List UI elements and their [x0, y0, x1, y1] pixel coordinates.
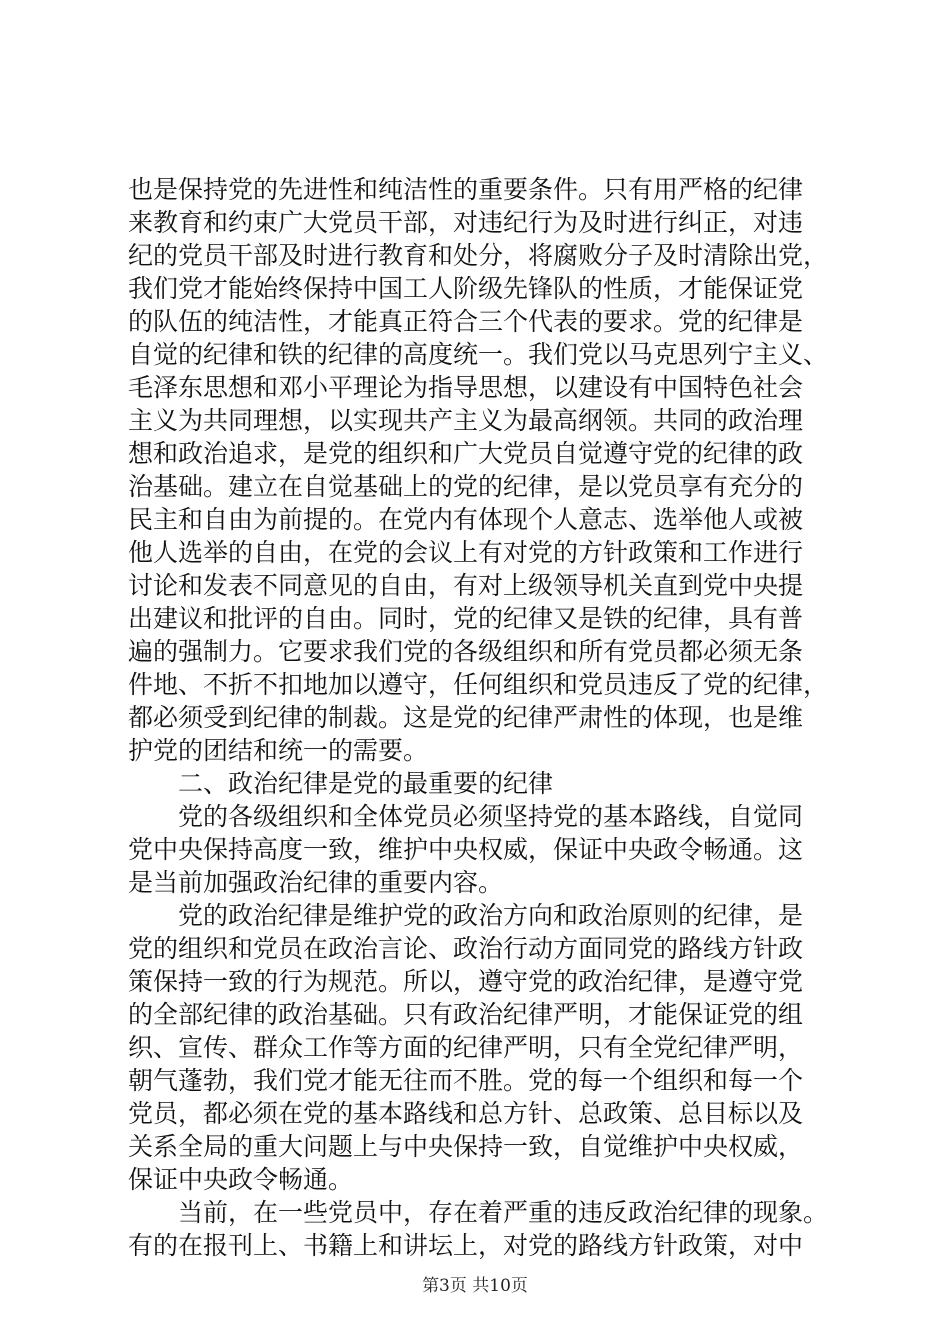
- body-text: [128, 173, 858, 1262]
- text-line: 讨论和发表不同意见的自由，有对上级领导机关直到党中央提: [128, 571, 804, 600]
- text-line: 朝气蓬勃，我们党才能无往而不胜。党的每一个组织和每一个: [128, 1066, 804, 1095]
- text-line: 遍的强制力。它要求我们党的各级组织和所有党员都必须无条: [128, 637, 804, 666]
- text-line: 民主和自由为前提的。在党内有体现个人意志、选举他人或被: [128, 505, 804, 534]
- page-number-label: 第3页 共10页: [422, 1276, 528, 1296]
- text-line: 都必须受到纪律的制裁。这是党的纪律严肃性的体现，也是维: [128, 703, 804, 732]
- text-line: 出建议和批评的自由。同时，党的纪律又是铁的纪律，具有普: [128, 604, 804, 633]
- section-heading: 二、政治纪律是党的最重要的纪律: [178, 769, 554, 798]
- page-footer: [0, 1275, 950, 1297]
- text-line: 的全部纪律的政治基础。只有政治纪律严明，才能保证党的组: [128, 1000, 804, 1029]
- text-line: 有的在报刊上、书籍上和讲坛上，对党的路线方针政策，对中: [128, 1231, 804, 1260]
- text-line: 党的组织和党员在政治言论、政治行动方面同党的路线方针政: [128, 934, 804, 963]
- text-line: 自觉的纪律和铁的纪律的高度统一。我们党以马克思列宁主义、: [128, 340, 829, 369]
- paragraph-first-line: 党的政治纪律是维护党的政治方向和政治原则的纪律，是: [178, 901, 804, 930]
- paragraph-first-line: 党的各级组织和全体党员必须坚持党的基本路线，自觉同: [178, 802, 804, 831]
- text-line: 保证中央政令畅通。: [128, 1165, 354, 1194]
- text-line: 他人选举的自由，在党的会议上有对党的方针政策和工作进行: [128, 538, 804, 567]
- text-line: 的队伍的纯洁性，才能真正符合三个代表的要求。党的纪律是: [128, 307, 804, 336]
- text-line: 策保持一致的行为规范。所以，遵守党的政治纪律，是遵守党: [128, 967, 804, 996]
- text-line: 党中央保持高度一致，维护中央权威，保证中央政令畅通。这: [128, 835, 804, 864]
- paragraph-first-line: 当前，在一些党员中，存在着严重的违反政治纪律的现象。: [178, 1198, 829, 1227]
- text-line: 治基础。建立在自觉基础上的党的纪律，是以党员享有充分的: [128, 472, 804, 501]
- text-line: 主义为共同理想，以实现共产主义为最高纲领。共同的政治理: [128, 406, 804, 435]
- text-line: 件地、不折不扣地加以遵守，任何组织和党员违反了党的纪律，: [128, 670, 829, 699]
- text-line: 织、宣传、群众工作等方面的纪律严明，只有全党纪律严明，: [128, 1033, 804, 1062]
- text-line: 来教育和约束广大党员干部，对违纪行为及时进行纠正，对违: [128, 208, 804, 237]
- text-line: 毛泽东思想和邓小平理论为指导思想，以建设有中国特色社会: [128, 373, 804, 402]
- text-line: 关系全局的重大问题上与中央保持一致，自觉维护中央权威，: [128, 1132, 804, 1161]
- text-line: 护党的团结和统一的需要。: [128, 736, 429, 765]
- text-line: 纪的党员干部及时进行教育和处分，将腐败分子及时清除出党，: [128, 241, 829, 270]
- text-line: 我们党才能始终保持中国工人阶级先锋队的性质，才能保证党: [128, 274, 804, 303]
- text-line: 也是保持党的先进性和纯洁性的重要条件。只有用严格的纪律: [128, 175, 804, 204]
- text-line: 是当前加强政治纪律的重要内容。: [128, 868, 504, 897]
- text-line: 想和政治追求，是党的组织和广大党员自觉遵守党的纪律的政: [128, 439, 804, 468]
- text-line: 党员，都必须在党的基本路线和总方针、总政策、总目标以及: [128, 1099, 804, 1128]
